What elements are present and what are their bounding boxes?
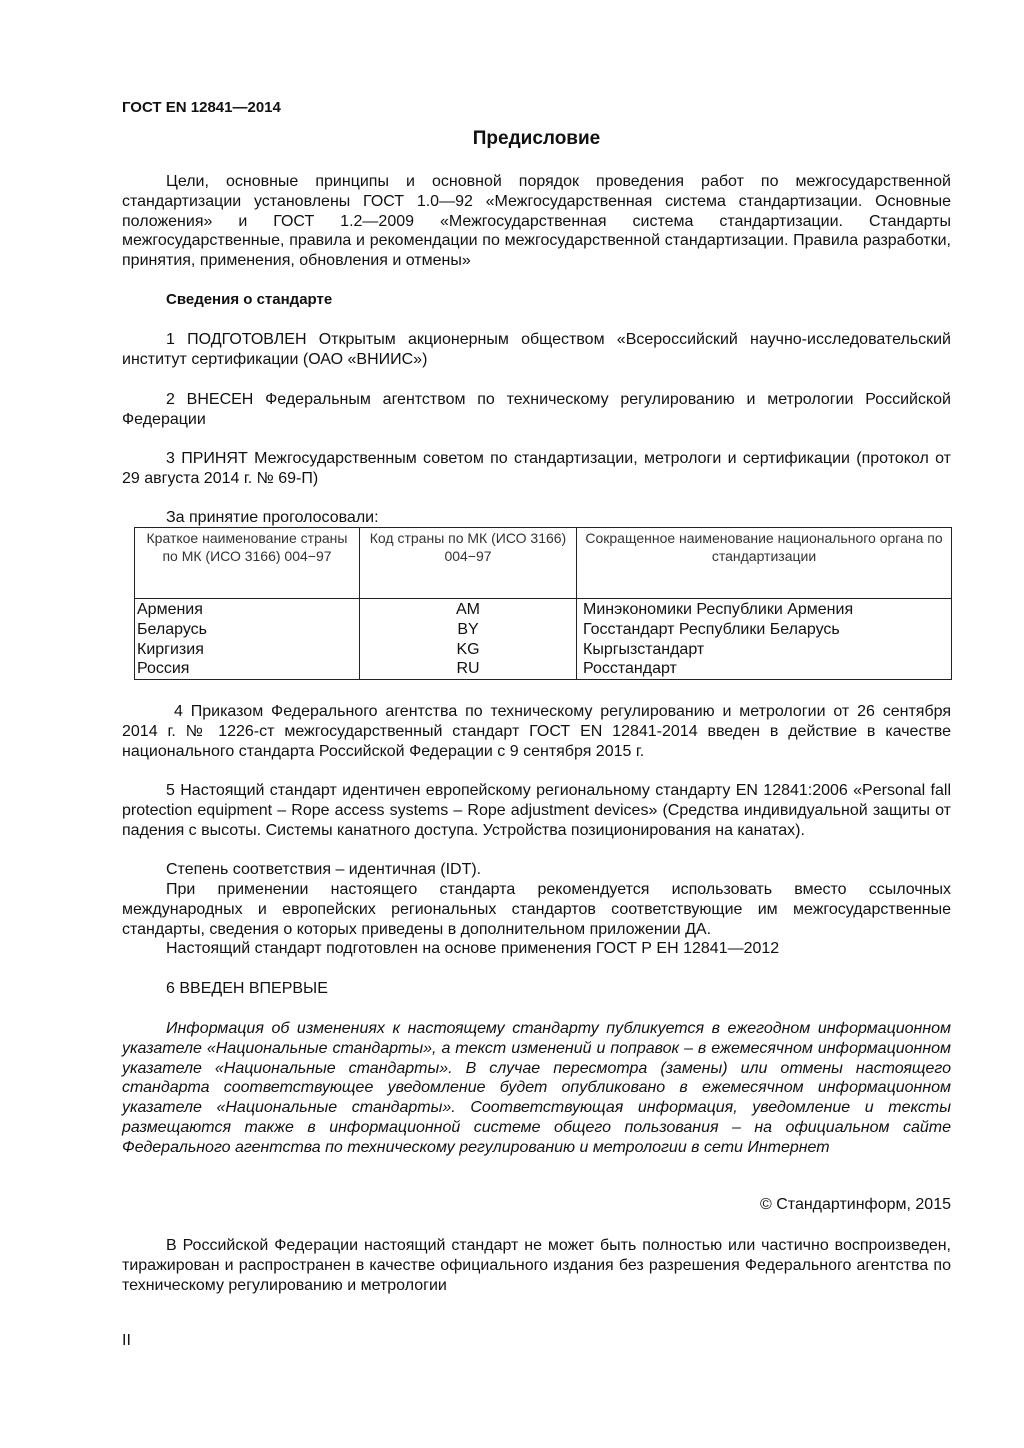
copyright-line: © Стандартинформ, 2015 [760, 1196, 951, 1213]
changes-notice: Информация об изменениях к настоящему стандарту публикуется в ежегодном информационном указателе «Национальные стандарты», а текст изменений и поправок – в ежемесячном информационном указателе «Национальные стандарты». В случае пересмотра (замены) или отмены настоящего стандарта соответствующее уведомление будет опубликовано в ежемесячном информационном указателе «Национальные стандарты». Соответствующая информация, уведомление и тексты размещаются также в информационной системе общего пользования – на официальном сайте Федерального агентства по техническому регулированию и метрологии в сети Интернет [122, 1020, 951, 1156]
vote-header-body: Сокращенное наименование национального органа по стандартизации [577, 528, 952, 599]
intro-paragraph: Цели, основные принципы и основной порядок проведения работ по межгосударственной стандартизации установлены ГОСТ 1.0—92 «Межгосударственная система стандартизации. Основные положения» и ГОСТ 1.2—2009 «Межгосударственная система стандартизации. Стандарты межгосударственные, правила и рекомендации по межгосударственной стандартизации. Правила разработки, принятия, применения, обновления и отмены» [122, 173, 951, 270]
country-cell: Беларусь [135, 620, 360, 640]
country-cell: Армения [135, 599, 360, 620]
item-4-order: 4 Приказом Федерального агентства по техническому регулированию и метрологии от 26 сентября 2014 г. № 1226-ст межгосударственный стандарт ГОСТ EN 12841-2014 введен в действие в качестве национального стандарта Российской Федерации с 9 сентября 2015 г. [122, 703, 951, 760]
info-heading: Сведения о стандарте [166, 291, 333, 308]
page-title: Предисловие [472, 128, 601, 149]
reproduction-notice: В Российской Федерации настоящий стандарт не может быть полностью или частично воспроизведен, тиражирован и распространен в качестве официального издания без разрешения Федерального агентства по техническому регулированию и метрологии [122, 1237, 951, 1294]
code-cell: AM [360, 599, 577, 620]
table-row [135, 599, 952, 620]
item-6-first-time: 6 ВВЕДЕН ВПЕРВЫЕ [166, 980, 328, 997]
vote-header-code: Код страны по МК (ИСО 3166) 004−97 [360, 528, 577, 599]
item-5-basis: Настоящий стандарт подготовлен на основе применения ГОСТ Р ЕН 12841—2012 [166, 940, 780, 957]
code-cell: KG [360, 640, 577, 660]
item-2-submitted: 2 ВНЕСЕН Федеральным агентством по техническому регулированию и метрологии Российской Федерации [122, 391, 951, 428]
vote-header-country: Краткое наименование страны по МК (ИСО 3166) 004−97 [135, 528, 360, 599]
page-number: II [122, 1332, 131, 1349]
body-cell: Кыргызстандарт [577, 640, 952, 660]
item-3-adopted: 3 ПРИНЯТ Межгосударственным советом по стандартизации, метрологи и сертификации (протокол от 29 августа 2014 г. № 69-П) [122, 450, 951, 487]
item-5-degree: Степень соответствия – идентичная (IDT). [166, 861, 482, 878]
country-cell: Киргизия [135, 640, 360, 660]
code-cell: BY [360, 620, 577, 640]
table-row [135, 640, 952, 660]
body-cell: Росстандарт [577, 659, 952, 679]
item-5-references: При применении настоящего стандарта рекомендуется использовать вместо ссылочных международных и европейских региональных стандартов соответствующие им межгосударственные стандарты, сведения о которых приведены в дополнительном приложении ДА. [122, 881, 951, 938]
vote-table [134, 527, 952, 680]
country-cell: Россия [135, 659, 360, 679]
vote-caption: За принятие проголосовали: [166, 509, 379, 526]
table-row [135, 620, 952, 640]
code-cell: RU [360, 659, 577, 679]
body-cell: Минэкономики Республики Армения [577, 599, 952, 620]
body-cell: Госстандарт Республики Беларусь [577, 620, 952, 640]
table-row [135, 659, 952, 679]
item-5-identical: 5 Настоящий стандарт идентичен европейскому региональному стандарту EN 12841:2006 «Personal fall protection equipment – Rope access systems – Rope adjustment devices» (Средства индивидуальной защиты от падения с высоты. Системы канатного доступа. Устройства позиционирования на канатах). [122, 782, 951, 839]
document-header-id: ГОСТ EN 12841—2014 [122, 99, 281, 116]
item-1-prepared: 1 ПОДГОТОВЛЕН Открытым акционерным обществом «Всероссийский научно-исследовательский институт сертификации (ОАО «ВНИИС») [122, 331, 951, 368]
